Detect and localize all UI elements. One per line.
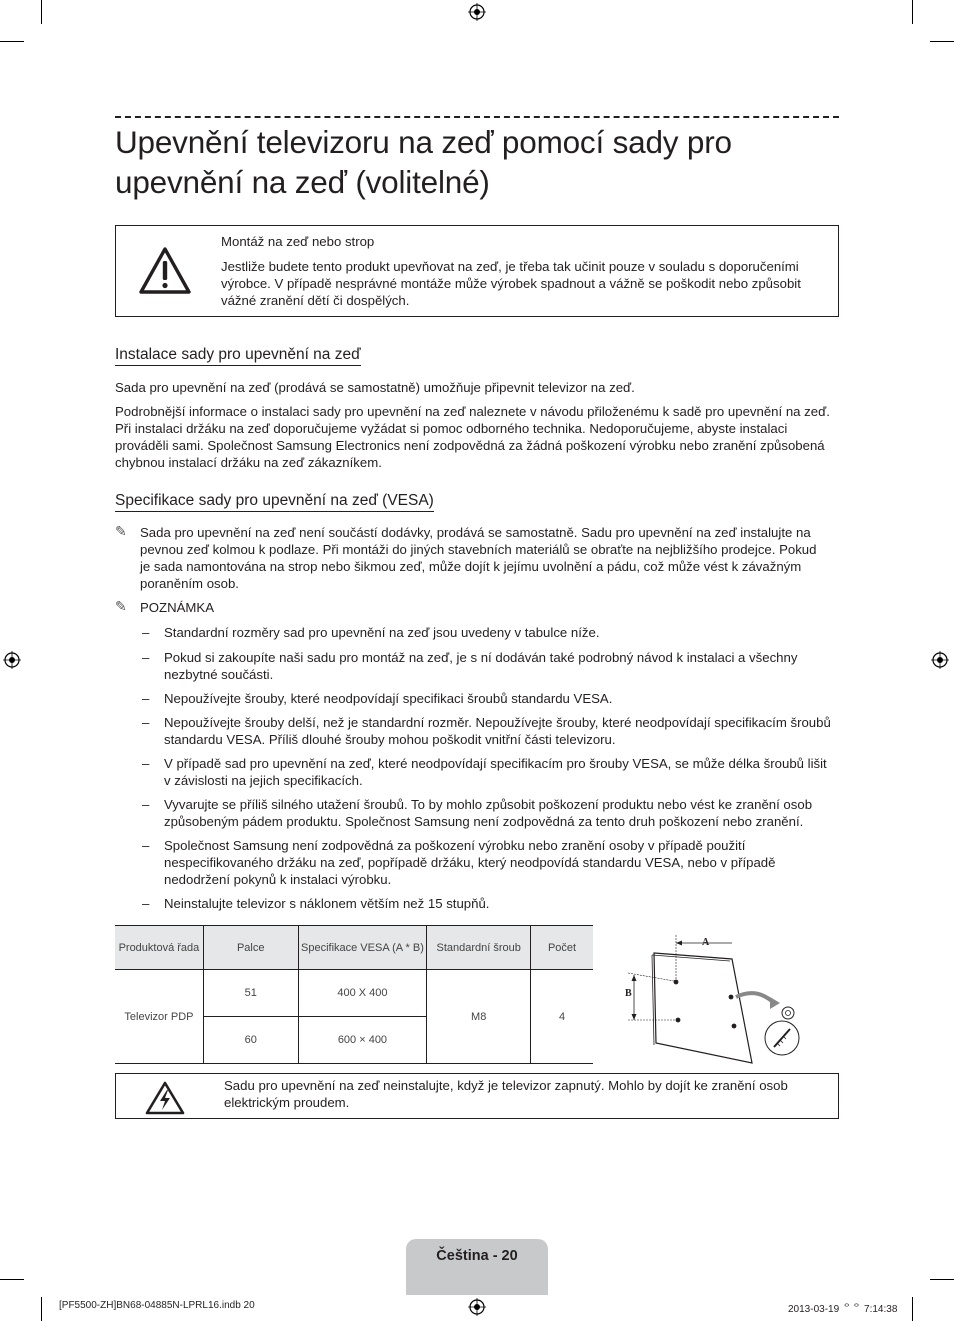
note-icon: ✎ — [115, 523, 127, 539]
list-item-text: Nepoužívejte šrouby, které neodpovídají specifikaci šroubů standardu VESA. — [164, 691, 613, 706]
crop-mark — [912, 1297, 913, 1321]
vesa-table — [115, 925, 593, 1064]
list-item — [142, 690, 832, 707]
crop-mark — [912, 0, 913, 24]
list-item-text: Pokud si zakoupíte naši sadu pro montáž na zeď, je s ní dodáván také podrobný návod k instalaci a všechny nezbytné součásti. — [164, 650, 798, 682]
dash-bullet: – — [142, 625, 150, 640]
column-header: Standardní šroub — [427, 926, 531, 970]
dimension-label-a: A — [702, 937, 710, 948]
section-heading-vesa: Specifikace sady pro upevnění na zeď (VESA) — [115, 492, 434, 512]
table-row — [115, 970, 593, 1017]
dimension-label-b: B — [625, 988, 632, 999]
registration-mark-icon — [468, 3, 486, 21]
table-header-row — [115, 926, 593, 970]
warning-box — [115, 1073, 839, 1119]
registration-mark-icon — [3, 651, 21, 669]
table-cell: Televizor PDP — [115, 970, 203, 1064]
warning-icon — [138, 246, 192, 296]
crop-mark — [0, 41, 24, 42]
registration-mark-icon — [931, 651, 949, 669]
table-cell: 60 — [203, 1017, 298, 1064]
dash-bullet: – — [142, 650, 150, 665]
table-cell: 400 X 400 — [298, 970, 427, 1017]
list-item-text: Vyvarujte se příliš silného utažení šroubů. To by mohlo způsobit poškození produktu nebo vést ke zranění osob způsobeným pádem produktu. Společnost Samsung není zodpovědná za tento druh poškození nebo zranění. — [164, 797, 813, 829]
warning-title: Montáž na zeď nebo strop — [221, 234, 375, 249]
column-header: Palce — [203, 926, 298, 970]
list-item-text: V případě sad pro upevnění na zeď, které neodpovídají specifikacím pro šrouby VESA, se může délka šroubů lišit v závislosti na jejich specifikacích. — [164, 756, 827, 788]
list-item — [142, 649, 832, 683]
dash-bullet: – — [142, 838, 150, 853]
list-item-text: Standardní rozměry sad pro upevnění na zeď jsou uvedeny v tabulce níže. — [164, 625, 600, 640]
note-icon: ✎ — [115, 598, 127, 614]
crop-mark — [930, 1279, 954, 1280]
crop-mark — [0, 1279, 24, 1280]
list-item — [142, 895, 832, 912]
crop-mark — [41, 1297, 42, 1321]
paragraph: Sada pro upevnění na zeď (prodává se samostatně) umožňuje připevnit televizor na zeď. — [115, 380, 635, 395]
title-rule — [115, 116, 839, 118]
dash-bullet: – — [142, 715, 150, 730]
crop-mark — [930, 41, 954, 42]
column-header: Produktová řada — [115, 926, 203, 970]
list-item-text: Společnost Samsung není zodpovědná za poškození výrobku nebo zranění osoby v případě použití nespecifikovaného držáku na zeď, popřípadě držáku, který neodpovídá standardu VESA, nebo v případě nedodržení pokynů k instalaci výrobku. — [164, 838, 776, 887]
list-item-text: Neinstalujte televizor s náklonem větším než 15 stupňů. — [164, 896, 490, 911]
note-text: Sada pro upevnění na zeď není součástí dodávky, prodává se samostatně. Sadu pro upevnění na zeď instalujte na pevnou zeď kolmou k podlaze. Při montáži do jiných stavebních materiálů se obraťte na nejbližšího prodejce. Pokud je sada namontována na strop nebo šikmou zeď, může dojít k jejímu uvolnění a pádu, což může vést k závažným poraněním osob. — [140, 525, 817, 591]
list-item — [142, 837, 832, 888]
page-number: Čeština - 20 — [436, 1248, 518, 1264]
list-item — [142, 796, 832, 830]
registration-mark-icon — [468, 1298, 486, 1316]
note-label: POZNÁMKA — [140, 600, 215, 615]
table-cell: 4 — [531, 970, 593, 1064]
list-item — [142, 714, 832, 748]
table-cell: 600 × 400 — [298, 1017, 427, 1064]
footer-file-info: [PF5500-ZH]BN68-04885N-LPRL16.indb 20 — [59, 1300, 255, 1311]
table-cell: M8 — [427, 970, 531, 1064]
warning-box — [115, 225, 839, 317]
electric-shock-warning-icon — [145, 1081, 185, 1115]
paragraph: Podrobnější informace o instalaci sady pro upevnění na zeď naleznete v návodu přiloženému k sadě pro upevnění na zeď. Při instalaci držáku na zeď doporučujeme vyžádat si pomoc odborného technika. Nedoporučujeme, abyste instalaci prováděli sami. Společnost Samsung Electronics není zodpovědná za žádná poškození výrobku nebo zranění způsobená chybnou instalací držáku na zeď zákazníkem. — [115, 404, 830, 470]
page-number-tab — [406, 1239, 548, 1295]
dash-bullet: – — [142, 797, 150, 812]
dash-bullet: – — [142, 691, 150, 706]
list-item — [142, 755, 832, 789]
footer-timestamp: 2013-03-19 ᄋᄋ 7:14:38 — [788, 1304, 898, 1315]
vesa-diagram — [612, 925, 812, 1065]
table-cell: 51 — [203, 970, 298, 1017]
dash-bullet: – — [142, 756, 150, 771]
section-heading-installation: Instalace sady pro upevnění na zeď — [115, 346, 361, 366]
dash-bullet: – — [142, 896, 150, 911]
warning-text: Jestliže budete tento produkt upevňovat na zeď, je třeba tak učinit pouze v souladu s doporučeními výrobce. V případě nesprávné montáže může výrobek spadnout a vážně se poškodit nebo způsobit vážné zranění dětí či dospělých. — [221, 259, 801, 308]
list-item — [142, 624, 832, 641]
column-header: Počet — [531, 926, 593, 970]
page-title: Upevnění televizoru na zeď pomocí sady pro upevnění na zeď (volitelné) — [115, 124, 732, 200]
crop-mark — [41, 0, 42, 24]
column-header: Specifikace VESA (A * B) — [298, 926, 427, 970]
warning-text: Sadu pro upevnění na zeď neinstalujte, když je televizor zapnutý. Mohlo by dojít ke zranění osob elektrickým proudem. — [224, 1078, 788, 1110]
list-item-text: Nepoužívejte šrouby delší, než je standardní rozměr. Nepoužívejte šrouby, které neodpovídají specifikacím šroubů standardu VESA. Příliš dlouhé šrouby mohou poškodit vnitřní části televizoru. — [164, 715, 831, 747]
